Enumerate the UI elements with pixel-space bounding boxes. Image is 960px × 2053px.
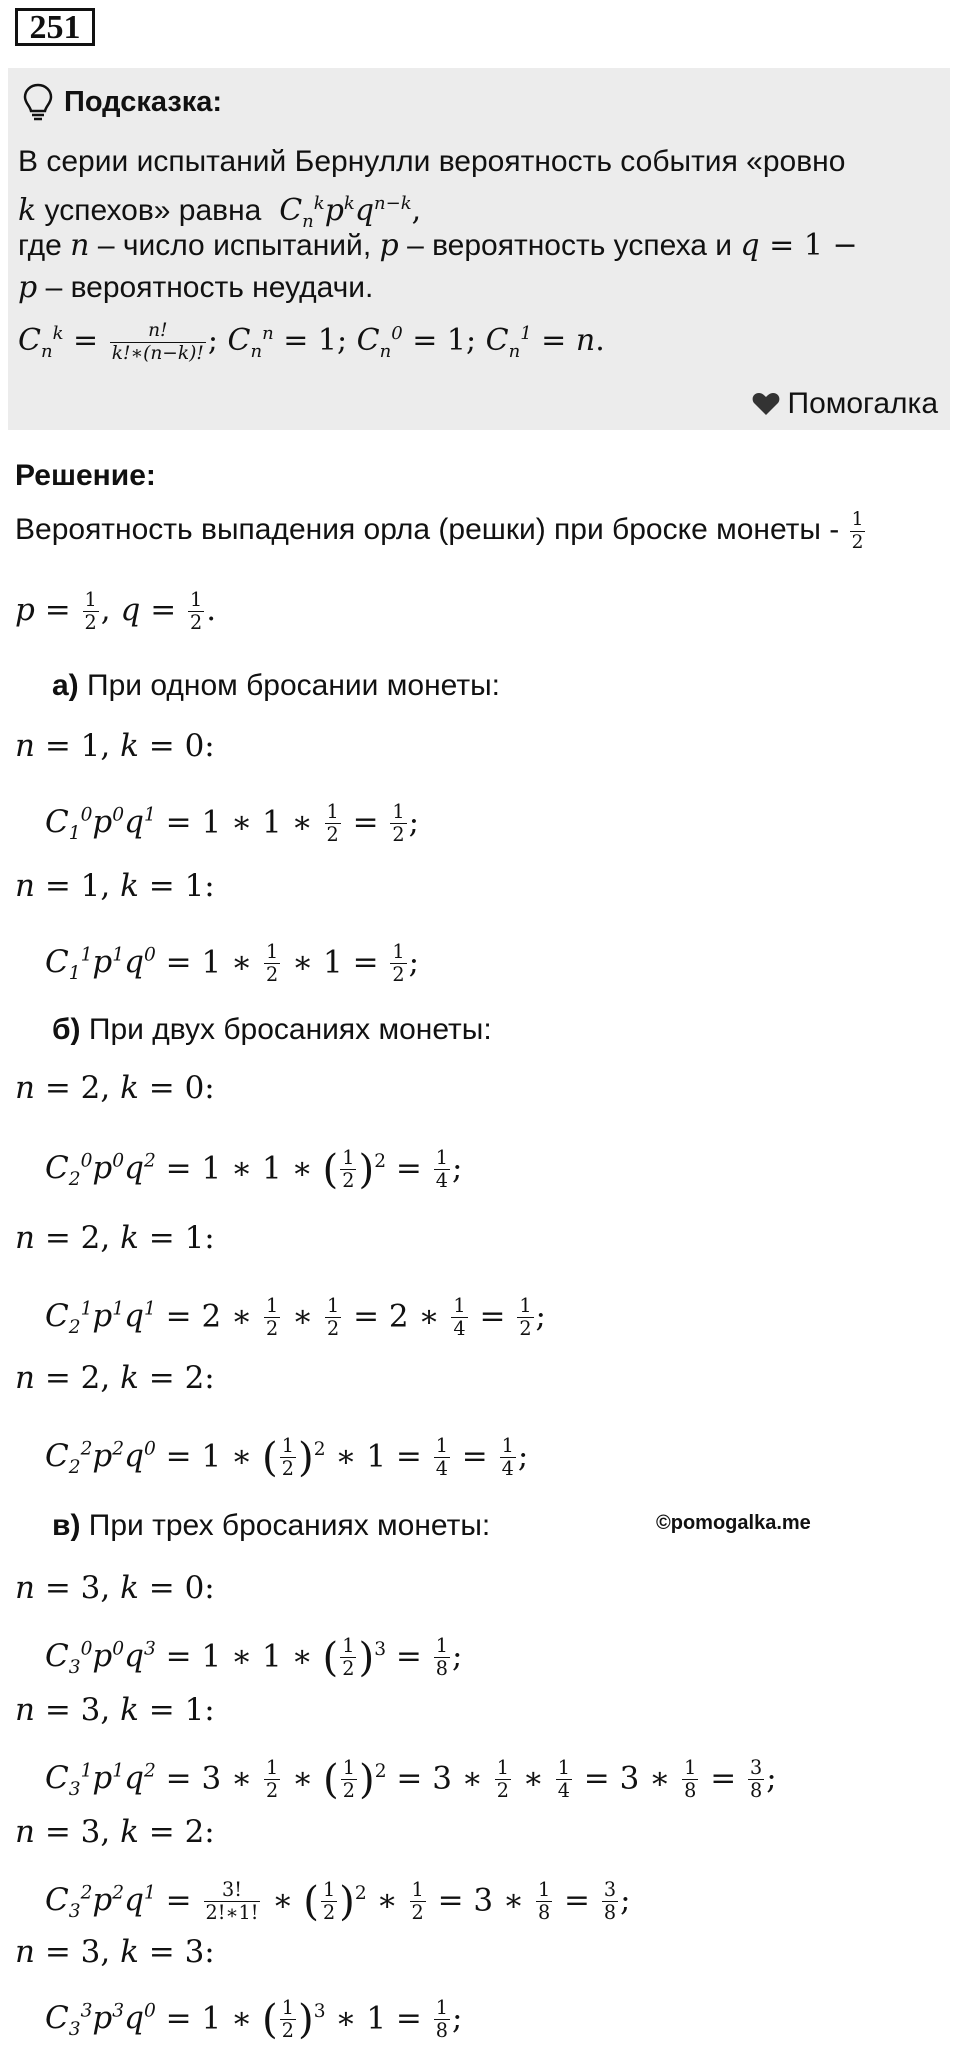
- calc-n1-k1: $C_1^1p^1q^0 = 1$ ∗ $\frac{1}{2}$ ∗ 1 = $\frac{1}{2}$ ;: [45, 940, 420, 987]
- solution-heading: Решение:: [15, 459, 156, 492]
- lightbulb-icon: [22, 82, 54, 122]
- brand-label: Помогалка: [752, 386, 939, 422]
- calc-n3-k1: $C_3^1p^1q^2 = 3$ ∗ $\frac{1}{2}$ ∗ ( $\frac{1}{2}$ )$^2$ = 3 ∗ $\frac{1}{2}$ ∗ $\frac{1}{4}$ = 3 ∗ $\frac{1}{8}$ = $\frac{3}{8}$ ;: [45, 1755, 777, 1803]
- calc-n3-k2: $C_3^2p^2q^1$ = $\frac{3!}{2!∗1!}$ ∗ ( $\frac{1}{2}$ )$^2$ ∗ $\frac{1}{2}$ = 3 ∗ $\frac{1}{8}$ = $\frac{3}{8}$ ;: [45, 1877, 631, 1925]
- task-number: 251: [15, 8, 95, 46]
- calc-n3-k3: $C_3^3p^3q^0 = 1$ ∗ ( $\frac{1}{2}$ )$^3$ ∗ 1 = $\frac{1}{8}$ ;: [45, 1995, 463, 2043]
- case-n3-k0: n = 3, k = 0:: [15, 1570, 215, 1606]
- hint-text-line-2: k успехов» равна $C_n^kp^kq^{n-k}$,: [18, 193, 422, 232]
- combination-formulas: $C_n^k$ = $\frac{n!}{k!∗(n-k)!}$ ; $C_n^n = 1$; $C_n^0 = 1$; $C_n^1 = n$.: [18, 320, 605, 364]
- hint-text-line-1: В серии испытаний Бернулли вероятность события «ровно: [18, 145, 846, 178]
- hint-title: Подсказка:: [64, 85, 223, 118]
- case-n1-k0: n = 1, k = 0:: [15, 728, 215, 764]
- pq-values: p = $\frac{1}{2}$ , q = $\frac{1}{2}$ .: [15, 587, 217, 634]
- calc-n2-k1: $C_2^1p^1q^1 = 2$ ∗ $\frac{1}{2}$ ∗ $\frac{1}{2}$ = 2 ∗ $\frac{1}{4}$ = $\frac{1}{2}$ ;: [45, 1294, 546, 1341]
- case-n1-k1: n = 1, k = 1:: [15, 868, 215, 904]
- hint-header: [22, 82, 222, 122]
- calc-n2-k0: $C_2^0p^0q^2 = 1$ ∗ 1 ∗ ( $\frac{1}{2}$ )$^2$ = $\frac{1}{4}$ ;: [45, 1145, 463, 1193]
- case-n3-k3: n = 3, k = 3:: [15, 1934, 215, 1970]
- case-n3-k1: n = 3, k = 1:: [15, 1692, 215, 1728]
- hint-box: [8, 68, 950, 430]
- watermark: ©pomogalka.me: [656, 1512, 811, 1534]
- calc-n2-k2: $C_2^2p^2q^0 = 1$ ∗ ( $\frac{1}{2}$ )$^2$ ∗ 1 = $\frac{1}{4}$ = $\frac{1}{4}$ ;: [45, 1433, 529, 1481]
- calc-n3-k0: $C_3^0p^0q^3 = 1$ ∗ 1 ∗ ( $\frac{1}{2}$ )$^3$ = $\frac{1}{8}$ ;: [45, 1633, 463, 1681]
- case-n2-k1: n = 2, k = 1:: [15, 1220, 215, 1256]
- calc-n1-k0: $C_1^0p^0q^1 = 1$ ∗ 1 ∗ $\frac{1}{2}$ = $\frac{1}{2}$ ;: [45, 800, 420, 847]
- part-a-heading: а) При одном бросании монеты:: [52, 669, 500, 702]
- hint-k: k: [18, 193, 37, 228]
- heart-icon: [752, 392, 780, 416]
- bernoulli-formula: $C_n^kp^kq^{n-k}$: [269, 193, 412, 232]
- part-b-heading: б) При двух бросаниях монеты:: [52, 1013, 492, 1046]
- hint-text-line-4: p – вероятность неудачи.: [18, 270, 374, 305]
- case-n2-k0: n = 2, k = 0:: [15, 1070, 215, 1106]
- part-c-heading: в) При трех бросаниях монеты:: [52, 1509, 491, 1542]
- hint-text-line-3: где n – число испытаний, p – вероятность успеха и q = 1 −: [18, 228, 858, 263]
- case-n2-k2: n = 2, k = 2:: [15, 1360, 215, 1396]
- intro-line: Вероятность выпадения орла (решки) при броске монеты - $\frac{1}{2}$: [15, 509, 864, 553]
- case-n3-k2: n = 3, k = 2:: [15, 1814, 215, 1850]
- hint-text-success: успехов» равна: [44, 194, 262, 227]
